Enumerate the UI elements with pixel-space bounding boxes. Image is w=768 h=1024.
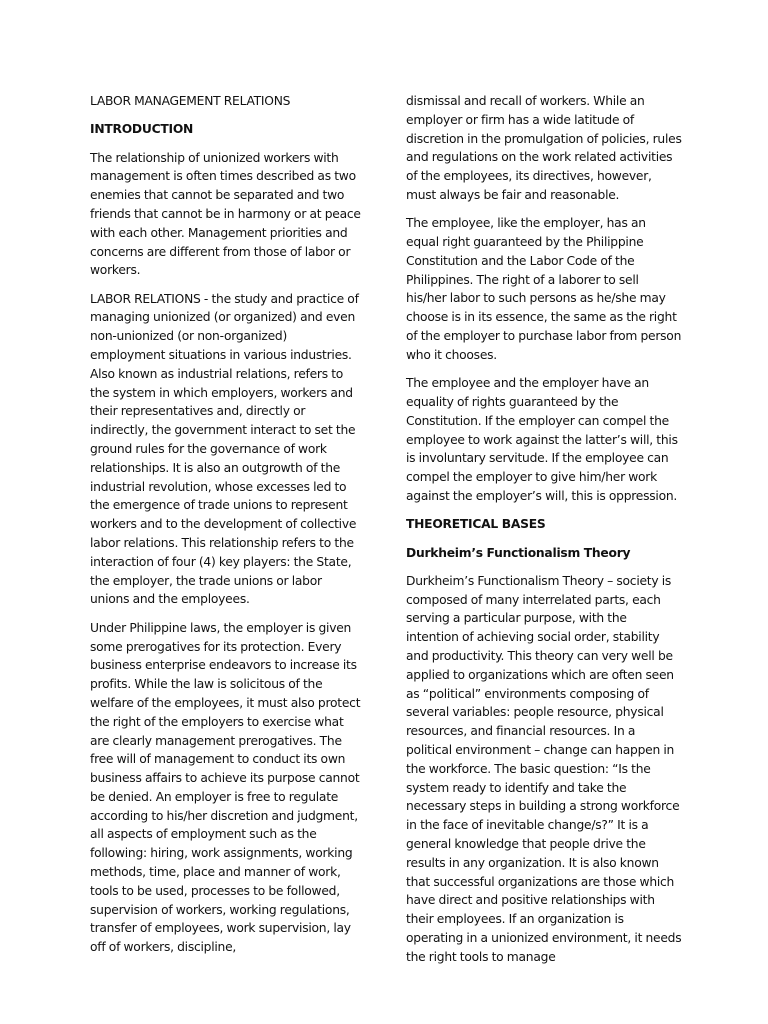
- document-title: LABOR MANAGEMENT RELATIONS: [90, 94, 291, 108]
- right-column: [406, 92, 682, 976]
- paragraph-employee-right: The employee, like the employer, has an equal right guaranteed by the Philippine Constitution and the Labor Code of the Philippines. The right of a laborer to sell his/her labor to such persons as he/she may choose is in its essence, the same as the right of the employer to purchase labor from person who it chooses.: [406, 216, 682, 362]
- introduction-heading: INTRODUCTION: [90, 122, 194, 137]
- left-column: [90, 92, 362, 967]
- paragraph-dismissal: dismissal and recall of workers. While an employer or firm has a wide latitude of discretion in the promulgation of policies, rules and regulations on the work related activities of the employees, its directives, however, must always be fair and reasonable.: [406, 94, 682, 202]
- paragraph-philippine-laws: Under Philippine laws, the employer is given some prerogatives for its protection. Every business enterprise endeavors to increase its profits. While the law is solicitous of the welfare of the employees, it must also protect the right of the employers to exercise what are clearly management prerogatives. The free will of management to conduct its own business affairs to achieve its purpose cannot be denied. An employer is free to regulate according to his/her discretion and judgment, all aspects of employment such as the following: hiring, work assignments, working methods, time, place and manner of work, tools to be used, processes to be followed, supervision of workers, working regulations, transfer of employees, work supervision, lay off of workers, discipline,: [90, 620, 361, 955]
- paragraph-equality-rights: The employee and the employer have an equality of rights guaranteed by the Constitution. If the employer can compel the employee to work against the latter’s will, this is involuntary servitude. If the employee can compel the employer to give him/her work against the employer’s will, this is oppression.: [406, 376, 678, 503]
- paragraph-functionalism: Durkheim’s Functionalism Theory – society is composed of many interrelated parts, each serving a particular purpose, with the intention of achieving social order, stability and productivity. This theory can very well be applied to organizations which are often seen as “political” environments composing of several variables: people resource, physical resources, and financial resources. In a political environment – change can happen in the workforce. The basic question: “Is the system ready to identify and take the necessary steps in building a strong workforce in the face of inevitable change/s?” It is a general knowledge that people drive the results in any organization. It is also known that successful organizations are those which have direct and positive relationships with their employees. If an organization is operating in a unionized environment, it needs the right tools to manage: [406, 573, 682, 964]
- theoretical-bases-heading: THEORETICAL BASES: [406, 517, 546, 532]
- paragraph-relationship: The relationship of unionized workers with management is often times described as two enemies that cannot be separated and two friends that cannot be in harmony or at peace with each other. Management priorities and concerns are different from those of labor or workers.: [90, 150, 361, 278]
- paragraph-labor-relations: LABOR RELATIONS - the study and practice of managing unionized (or organized) and even non-unionized (or non-organized) employment situations in various industries. Also known as industrial relations, refers to the system in which employers, workers and their representatives and, directly or indirectly, the government interact to set the ground rules for the governance of work relationships. It is also an outgrowth of the industrial revolution, whose excesses led to the emergence of trade unions to represent workers and to the development of collective labor relations. This relationship refers to the interaction of four (4) key players: the State, the employer, the trade unions or labor unions and the employees.: [90, 291, 359, 607]
- durkheim-subheading: Durkheim’s Functionalism Theory: [406, 545, 631, 560]
